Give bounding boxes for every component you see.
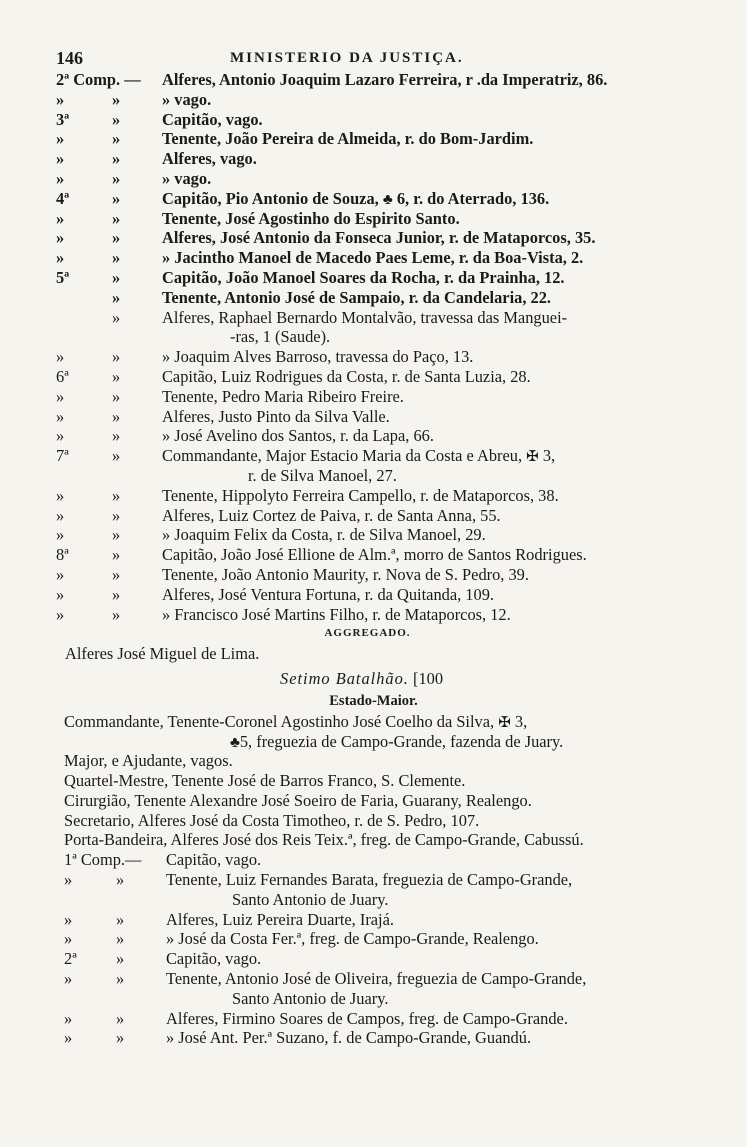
entry-text — [232, 989, 388, 1009]
entry-text — [162, 545, 587, 565]
entry-text — [166, 1009, 568, 1029]
company-label: 8ª — [56, 545, 69, 565]
entry-main: Alferes, Luiz Pereira Duarte, Irajá. — [166, 909, 394, 929]
entry-main: r. de Silva Manoel, 27. — [248, 465, 397, 485]
ditto-mark: » — [112, 485, 121, 505]
entry-text — [232, 890, 388, 910]
company-label: 2ª Comp. — — [56, 70, 141, 89]
entry-text — [162, 506, 501, 526]
entry-main: Tenente, Pedro Maria Ribeiro Freire. — [162, 386, 404, 406]
list-item — [0, 169, 747, 189]
entry-text — [162, 525, 486, 545]
ditto-mark: » — [112, 564, 121, 584]
entry-text — [166, 850, 261, 870]
entry-text — [162, 169, 211, 189]
list-item — [0, 446, 747, 466]
entry-main: » José Avelino dos Santos, r. da Lapa, 66. — [162, 426, 434, 446]
rose-icon: ♣ — [382, 191, 393, 208]
company-label: 6ª — [56, 366, 69, 386]
list-item — [0, 870, 747, 890]
entry-text — [64, 751, 233, 771]
company-label: 2ª — [64, 949, 77, 969]
company-label: » — [56, 129, 65, 149]
ditto-mark: » — [112, 347, 121, 367]
entry-text — [248, 466, 397, 486]
entry-text — [64, 771, 465, 791]
entry-text — [162, 347, 473, 367]
entry-main: » vago. — [162, 168, 212, 188]
entry-text — [162, 189, 549, 211]
section-heading-aggregado — [0, 624, 747, 644]
list-item — [0, 189, 747, 209]
entry-text — [166, 870, 572, 890]
entry-text — [162, 248, 583, 268]
list-item — [0, 644, 747, 664]
list-item — [0, 149, 747, 169]
list-item — [0, 732, 747, 752]
entry-main: Capitão, Pio Antonio de Souza, — [162, 188, 379, 208]
list-item — [0, 585, 747, 605]
company-label: 3ª — [56, 109, 70, 129]
entry-text — [166, 949, 261, 969]
entry-text — [162, 387, 404, 407]
entry-main: » Jacintho Manoel de Macedo Paes Leme, r. da Boa-Vista, 2. — [162, 248, 584, 268]
ditto-mark: » — [116, 969, 125, 989]
entry-tail: 6, r. do Aterrado, 136. — [392, 188, 550, 208]
ditto-mark: » — [112, 406, 121, 426]
entry-text — [162, 308, 567, 328]
list-item — [0, 771, 747, 791]
entry-text — [64, 830, 584, 850]
list-item — [0, 70, 747, 90]
entry-main: Tenente, Antonio José de Oliveira, freguezia de Campo-Grande, — [166, 969, 587, 989]
entry-main: Commandante, Major Estacio Maria da Costa e Abreu, — [162, 446, 523, 466]
entry-text — [162, 446, 555, 468]
list-item — [0, 949, 747, 969]
entry-main: Alferes, Raphael Bernardo Montalvão, travessa das Manguei- — [162, 307, 568, 327]
entry-text — [166, 1028, 531, 1048]
company-label: » — [56, 525, 65, 545]
battalion-heading — [0, 664, 747, 692]
list-item — [0, 1009, 747, 1029]
entry-text — [162, 605, 511, 625]
list-item — [0, 288, 747, 308]
page-header — [56, 48, 716, 70]
ditto-mark: » — [112, 149, 121, 169]
entry-main: Alferes, Justo Pinto da Silva Valle. — [162, 406, 390, 426]
list-item — [0, 426, 747, 446]
entry-main: Alferes, José Antonio da Fonseca Junior, r. de Mataporcos, 35. — [162, 228, 596, 248]
ditto-mark: » — [112, 426, 121, 446]
ditto-mark: » — [112, 307, 121, 327]
company-label: 5ª — [56, 267, 70, 287]
company-label: » — [56, 505, 65, 525]
entry-text — [162, 367, 531, 387]
entry-main: Tenente, José Agostinho do Espirito Santo. — [162, 208, 460, 228]
entry-main: Capitão, vago. — [166, 850, 262, 870]
list-item — [0, 129, 747, 149]
ditto-mark: » — [112, 267, 121, 287]
ditto-mark: » — [116, 949, 125, 969]
list-item — [0, 367, 747, 387]
ditto-mark: » — [112, 208, 121, 228]
list-item — [0, 910, 747, 930]
entry-main: Capitão, Luiz Rodrigues da Costa, r. de Santa Luzia, 28. — [162, 366, 531, 386]
company-label: » — [56, 485, 65, 505]
company-label: » — [56, 604, 65, 624]
entry-text — [230, 327, 330, 347]
entry-main: Tenente, Antonio José de Sampaio, r. da Candelaria, 22. — [162, 287, 552, 307]
list-item — [0, 347, 747, 367]
ditto-mark: » — [112, 505, 121, 525]
estado-maior-title: Estado-Maior. — [329, 692, 418, 709]
list-item — [0, 248, 747, 268]
entry-main: Tenente, João Antonio Maurity, r. Nova de S. Pedro, 39. — [162, 564, 529, 584]
list-item — [0, 565, 747, 585]
entry-text — [64, 712, 527, 734]
entry-text — [162, 565, 529, 585]
entry-main: 5, freguezia de Campo-Grande, fazenda de Juary. — [239, 731, 564, 751]
company-label: » — [56, 168, 65, 188]
list-item — [0, 466, 747, 486]
ditto-mark: » — [116, 870, 125, 890]
entry-text — [166, 969, 586, 989]
entry-main: Alferes, José Ventura Fortuna, r. da Quitanda, 109. — [162, 584, 494, 604]
list-item — [0, 506, 747, 526]
entry-main: Commandante, Tenente-Coronel Agostinho José Coelho da Silva, — [64, 711, 495, 731]
ditto-mark: » — [112, 604, 121, 624]
company-label: » — [64, 1028, 73, 1048]
entry-text — [162, 407, 390, 427]
list-item — [0, 308, 747, 328]
entry-text — [166, 910, 394, 930]
ditto-mark: » — [112, 248, 121, 268]
list-item — [0, 605, 747, 625]
entry-main: Tenente, João Pereira de Almeida, r. do Bom-Jardim. — [162, 129, 534, 149]
entry-main: Capitão, João Manoel Soares da Rocha, r. da Prainha, 12. — [162, 267, 565, 287]
entry-main: -ras, 1 (Saude). — [230, 327, 331, 347]
ditto-mark: » — [112, 188, 121, 208]
entry-main: Quartel-Mestre, Tenente José de Barros Franco, S. Clemente. — [64, 771, 466, 791]
battalion-name: Setimo Batalhão. — [280, 668, 409, 688]
entry-main: Tenente, Hippolyto Ferreira Campello, r. de Mataporcos, 38. — [162, 485, 559, 505]
battalion-number: [100 — [413, 668, 444, 688]
ditto-mark: » — [112, 89, 121, 109]
entry-text — [166, 929, 539, 949]
rose-icon: ♣ — [230, 734, 240, 751]
entry-text — [162, 288, 551, 308]
battalion-title — [280, 664, 443, 694]
ditto-mark: » — [116, 1008, 125, 1028]
ditto-mark: » — [112, 545, 121, 565]
list-item — [0, 1028, 747, 1048]
entry-tail: 3, — [510, 711, 528, 731]
list-item — [0, 969, 747, 989]
company-label: » — [56, 208, 65, 228]
company-label: » — [64, 969, 73, 989]
entry-main: Santo Antonio de Juary. — [232, 889, 389, 909]
list-item — [0, 791, 747, 811]
entry-text — [162, 228, 595, 248]
list-item — [0, 850, 747, 870]
entry-text — [162, 110, 263, 130]
ditto-mark: » — [116, 1028, 125, 1048]
entry-main: Cirurgião, Tenente Alexandre José Soeiro de Faria, Guarany, Realengo. — [64, 790, 532, 810]
company-label: » — [56, 386, 65, 406]
entry-main: » Joaquim Felix da Costa, r. de Silva Manoel, 29. — [162, 525, 486, 545]
entry-main: Porta-Bandeira, Alferes José dos Reis Teix.ª, freg. de Campo-Grande, Cabussú. — [64, 830, 584, 850]
company-label: 4ª — [56, 188, 70, 208]
list-item — [0, 890, 747, 910]
entry-main: Alferes, Luiz Cortez de Paiva, r. de Santa Anna, 55. — [162, 505, 501, 525]
entry-text — [162, 149, 257, 169]
list-item — [0, 268, 747, 288]
entry-text — [162, 129, 533, 149]
company-label: » — [56, 347, 65, 367]
page-number: 146 — [56, 48, 83, 68]
list-item — [0, 407, 747, 427]
list-item — [0, 209, 747, 229]
entry-main: Alferes, vago. — [162, 149, 257, 169]
entry-main: Capitão, vago. — [162, 109, 263, 129]
aggregado-heading: AGGREGADO. — [324, 627, 411, 640]
list-item — [0, 830, 747, 850]
cross-icon: ✠ — [498, 714, 511, 731]
list-item — [0, 989, 747, 1009]
company-label: 1ª Comp.— — [64, 850, 142, 870]
entry-text — [162, 486, 559, 506]
list-item — [0, 387, 747, 407]
entry-main: » José da Costa Fer.ª, freg. de Campo-Grande, Realengo. — [166, 929, 539, 949]
entry-text — [162, 268, 565, 288]
entry-text — [162, 209, 460, 229]
entry-text — [162, 426, 434, 446]
list-item — [0, 751, 747, 771]
list-item — [0, 929, 747, 949]
entry-tail: 3, — [538, 446, 556, 466]
entry-text — [64, 811, 479, 831]
entry-main: Alferes, Firmino Soares de Campos, freg. de Campo-Grande. — [166, 1008, 568, 1028]
entry-main: Capitão, vago. — [166, 949, 262, 969]
ditto-mark: » — [112, 525, 121, 545]
list-item — [0, 811, 747, 831]
list-item — [0, 486, 747, 506]
list-item — [0, 90, 747, 110]
entry-main: Capitão, João José Ellione de Alm.ª, morro de Santos Rodrigues. — [162, 545, 587, 565]
entry-main: » Joaquim Alves Barroso, travessa do Paço, 13. — [162, 347, 474, 367]
ditto-mark: » — [112, 129, 121, 149]
entry-text — [64, 791, 532, 811]
entry-main: Secretario, Alferes José da Costa Timotheo, r. de S. Pedro, 107. — [64, 810, 480, 830]
company-label: » — [56, 406, 65, 426]
ditto-mark: » — [112, 287, 121, 307]
company-label: » — [56, 228, 65, 248]
ditto-mark: » — [112, 446, 121, 466]
ditto-mark: » — [112, 228, 121, 248]
entry-main: » vago. — [162, 89, 212, 109]
company-label: » — [56, 89, 65, 109]
company-label: » — [64, 909, 73, 929]
ditto-mark: » — [112, 584, 121, 604]
ditto-mark: » — [116, 929, 125, 949]
ditto-mark: » — [112, 366, 121, 386]
company-label: » — [56, 149, 65, 169]
aggregado-entry: Alferes José Miguel de Lima. — [65, 644, 260, 664]
entry-text — [162, 90, 211, 110]
ditto-mark: » — [116, 909, 125, 929]
entry-main: Tenente, Luiz Fernandes Barata, freguezia de Campo-Grande, — [166, 870, 573, 890]
entry-main: » Francisco José Martins Filho, r. de Mataporcos, 12. — [162, 604, 511, 624]
ditto-mark: » — [112, 386, 121, 406]
entry-main: Major, e Ajudante, vagos. — [64, 751, 233, 771]
company-label: » — [56, 584, 65, 604]
cross-icon: ✠ — [526, 449, 539, 466]
list-item — [0, 327, 747, 347]
company-label: » — [56, 248, 65, 268]
company-label: » — [64, 929, 73, 949]
company-label: » — [56, 426, 65, 446]
officer-list — [0, 70, 747, 1048]
company-label: » — [64, 1008, 73, 1028]
list-item — [0, 525, 747, 545]
company-label: » — [56, 564, 65, 584]
company-label: 7ª — [56, 446, 69, 466]
entry-text — [162, 585, 494, 605]
entry-main: Alferes, Antonio Joaquim Lazaro Ferreira, r .da Imperatriz, 86. — [162, 70, 608, 89]
entry-text — [230, 732, 563, 754]
company-label: » — [64, 870, 73, 890]
list-item — [0, 228, 747, 248]
list-item — [0, 712, 747, 732]
entry-text — [162, 70, 607, 90]
ditto-mark: » — [112, 109, 121, 129]
entry-main: Santo Antonio de Juary. — [232, 988, 389, 1008]
list-item — [0, 110, 747, 130]
estado-maior-heading — [0, 692, 747, 712]
running-title: MINISTERIO DA JUSTIÇA. — [230, 50, 464, 66]
list-item — [0, 545, 747, 565]
ditto-mark: » — [112, 168, 121, 188]
entry-main: » José Ant. Per.ª Suzano, f. de Campo-Grande, Guandú. — [166, 1028, 532, 1048]
